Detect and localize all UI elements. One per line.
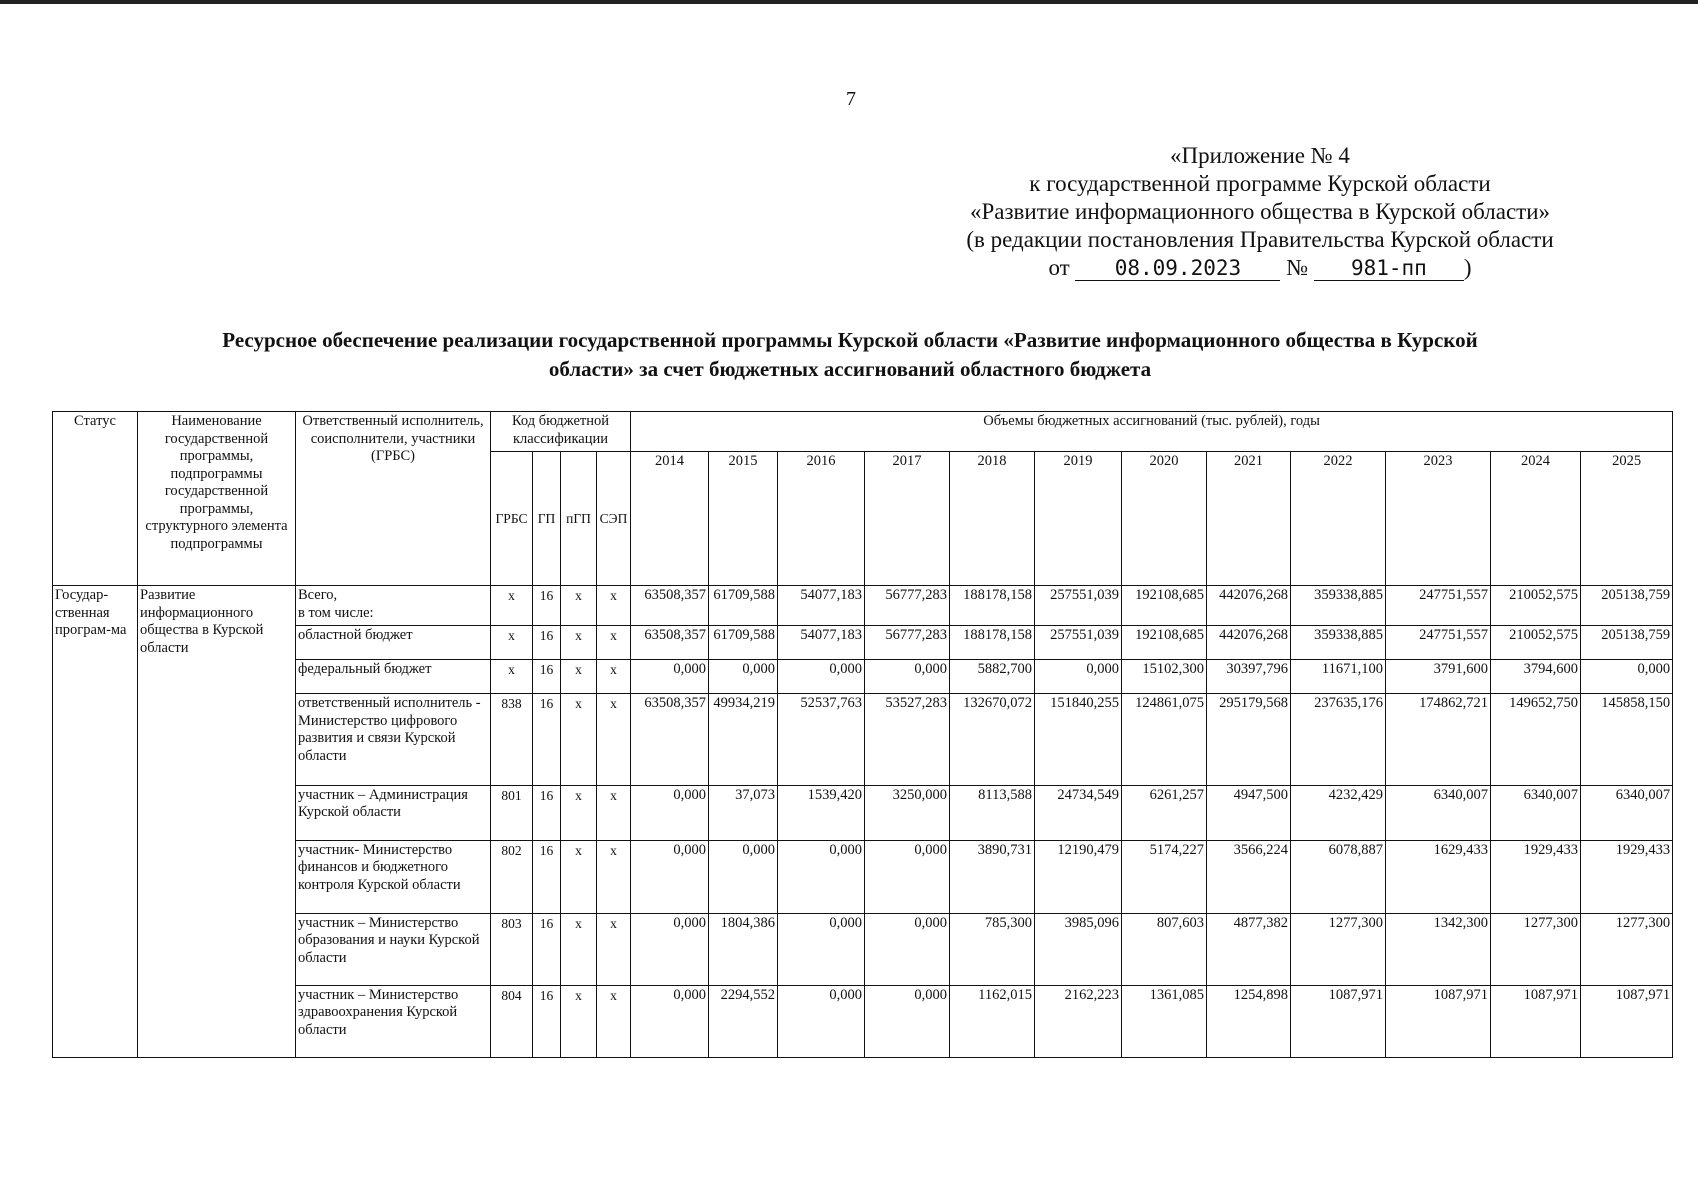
value-cell-2024: 149652,750 (1491, 694, 1581, 786)
responsible-cell: федеральный бюджет (296, 660, 491, 694)
value-cell-2019: 151840,255 (1035, 694, 1122, 786)
value-cell-2016: 54077,183 (778, 626, 865, 660)
value-cell-2019: 0,000 (1035, 660, 1122, 694)
code-grbs-cell: 802 (491, 840, 533, 913)
code-gp-cell: 16 (533, 913, 561, 985)
document-title (110, 326, 1590, 384)
value-cell-2019: 12190,479 (1035, 840, 1122, 913)
value-cell-2023: 3791,600 (1386, 660, 1491, 694)
value-cell-2024: 1929,433 (1491, 840, 1581, 913)
budget-table (52, 411, 1673, 1058)
value-cell-2020: 192108,685 (1122, 586, 1207, 626)
header-code-grbs: ГРБС (491, 452, 533, 586)
value-cell-2017: 0,000 (865, 840, 950, 913)
value-cell-2025: 1929,433 (1581, 840, 1673, 913)
table-row (53, 985, 1673, 1057)
value-cell-2020: 6261,257 (1122, 785, 1207, 840)
value-cell-2014: 0,000 (631, 840, 709, 913)
code-pgp-cell: x (561, 586, 597, 626)
document-title-line-1: Ресурсное обеспечение реализации государственной программы Курской области «Развитие информационного общества в Курской (222, 328, 1478, 352)
value-cell-2014: 0,000 (631, 660, 709, 694)
table-row (53, 785, 1673, 840)
value-cell-2020: 5174,227 (1122, 840, 1207, 913)
value-cell-2021: 4877,382 (1207, 913, 1291, 985)
value-cell-2018: 5882,700 (950, 660, 1035, 694)
value-cell-2017: 3250,000 (865, 785, 950, 840)
responsible-cell: участник – Администрация Курской области (296, 785, 491, 840)
value-cell-2014: 63508,357 (631, 586, 709, 626)
code-pgp-cell: x (561, 913, 597, 985)
header-year-2017: 2017 (865, 452, 950, 586)
code-grbs-cell: 801 (491, 785, 533, 840)
appendix-line-1: «Приложение № 4 (1170, 143, 1350, 168)
code-gp-cell: 16 (533, 840, 561, 913)
value-cell-2014: 0,000 (631, 785, 709, 840)
code-sep-cell: x (597, 660, 631, 694)
code-pgp-cell: x (561, 660, 597, 694)
header-code-group: Код бюджетной классификации (491, 412, 631, 452)
header-volumes-group: Объемы бюджетных ассигнований (тыс. рублей), годы (631, 412, 1673, 452)
value-cell-2025: 6340,007 (1581, 785, 1673, 840)
value-cell-2019: 257551,039 (1035, 586, 1122, 626)
value-cell-2022: 4232,429 (1291, 785, 1386, 840)
code-pgp-cell: x (561, 840, 597, 913)
value-cell-2015: 49934,219 (709, 694, 778, 786)
header-year-2015: 2015 (709, 452, 778, 586)
value-cell-2014: 63508,357 (631, 694, 709, 786)
value-cell-2021: 295179,568 (1207, 694, 1291, 786)
table-row (53, 586, 1673, 626)
value-cell-2016: 0,000 (778, 913, 865, 985)
table-row (53, 660, 1673, 694)
header-code-pgp: пГП (561, 452, 597, 586)
header-year-2024: 2024 (1491, 452, 1581, 586)
value-cell-2019: 3985,096 (1035, 913, 1122, 985)
closing-paren: ) (1463, 255, 1472, 280)
value-cell-2016: 54077,183 (778, 586, 865, 626)
value-cell-2024: 1277,300 (1491, 913, 1581, 985)
value-cell-2021: 442076,268 (1207, 626, 1291, 660)
value-cell-2014: 0,000 (631, 985, 709, 1057)
status-cell: Государ-ственная програм-ма (53, 586, 138, 1058)
value-cell-2017: 0,000 (865, 913, 950, 985)
code-grbs-cell: x (491, 660, 533, 694)
value-cell-2023: 1342,300 (1386, 913, 1491, 985)
header-year-2019: 2019 (1035, 452, 1122, 586)
code-sep-cell: x (597, 913, 631, 985)
value-cell-2024: 210052,575 (1491, 626, 1581, 660)
value-cell-2023: 247751,557 (1386, 626, 1491, 660)
page-number: 7 (846, 88, 856, 110)
header-program-name: Наименование государственной программы, подпрограммы государственной программы, структурного элемента подпрограммы (138, 412, 296, 586)
value-cell-2021: 3566,224 (1207, 840, 1291, 913)
header-code-sep: СЭП (597, 452, 631, 586)
value-cell-2015: 61709,588 (709, 586, 778, 626)
value-cell-2021: 442076,268 (1207, 586, 1291, 626)
value-cell-2023: 1087,971 (1386, 985, 1491, 1057)
responsible-cell: участник- Министерство финансов и бюджетного контроля Курской области (296, 840, 491, 913)
table-row (53, 913, 1673, 985)
value-cell-2022: 359338,885 (1291, 626, 1386, 660)
value-cell-2025: 145858,150 (1581, 694, 1673, 786)
value-cell-2023: 6340,007 (1386, 785, 1491, 840)
value-cell-2022: 237635,176 (1291, 694, 1386, 786)
value-cell-2020: 807,603 (1122, 913, 1207, 985)
header-year-2018: 2018 (950, 452, 1035, 586)
value-cell-2019: 24734,549 (1035, 785, 1122, 840)
code-grbs-cell: 804 (491, 985, 533, 1057)
value-cell-2018: 1162,015 (950, 985, 1035, 1057)
responsible-cell: участник – Министерство образования и науки Курской области (296, 913, 491, 985)
value-cell-2018: 132670,072 (950, 694, 1035, 786)
number-label: № (1286, 255, 1309, 280)
value-cell-2024: 210052,575 (1491, 586, 1581, 626)
header-year-2016: 2016 (778, 452, 865, 586)
value-cell-2020: 192108,685 (1122, 626, 1207, 660)
code-pgp-cell: x (561, 785, 597, 840)
code-sep-cell: x (597, 785, 631, 840)
value-cell-2020: 124861,075 (1122, 694, 1207, 786)
value-cell-2016: 0,000 (778, 660, 865, 694)
header-code-gp: ГП (533, 452, 561, 586)
header-responsible: Ответственный исполнитель, соисполнители, участники (ГРБС) (296, 412, 491, 586)
value-cell-2024: 6340,007 (1491, 785, 1581, 840)
appendix-line-4: (в редакции постановления Правительства Курской области (966, 227, 1554, 252)
value-cell-2017: 56777,283 (865, 626, 950, 660)
header-year-2022: 2022 (1291, 452, 1386, 586)
from-label: от (1048, 255, 1070, 280)
code-gp-cell: 16 (533, 586, 561, 626)
value-cell-2018: 785,300 (950, 913, 1035, 985)
code-gp-cell: 16 (533, 785, 561, 840)
value-cell-2015: 1804,386 (709, 913, 778, 985)
value-cell-2016: 52537,763 (778, 694, 865, 786)
code-sep-cell: x (597, 694, 631, 786)
appendix-line-3: «Развитие информационного общества в Курской области» (969, 199, 1551, 224)
header-row-1 (53, 412, 1673, 452)
value-cell-2016: 0,000 (778, 840, 865, 913)
responsible-cell: областной бюджет (296, 626, 491, 660)
value-cell-2023: 1629,433 (1386, 840, 1491, 913)
code-pgp-cell: x (561, 626, 597, 660)
value-cell-2017: 53527,283 (865, 694, 950, 786)
value-cell-2017: 0,000 (865, 660, 950, 694)
value-cell-2014: 0,000 (631, 913, 709, 985)
table-row (53, 694, 1673, 786)
code-sep-cell: x (597, 626, 631, 660)
responsible-cell: ответственный исполнитель - Министерство цифрового развития и связи Курской области (296, 694, 491, 786)
value-cell-2019: 2162,223 (1035, 985, 1122, 1057)
value-cell-2015: 0,000 (709, 660, 778, 694)
value-cell-2015: 0,000 (709, 840, 778, 913)
value-cell-2024: 1087,971 (1491, 985, 1581, 1057)
value-cell-2022: 1087,971 (1291, 985, 1386, 1057)
value-cell-2018: 188178,158 (950, 626, 1035, 660)
responsible-cell: Всего, в том числе: (296, 586, 491, 626)
code-sep-cell: x (597, 985, 631, 1057)
value-cell-2023: 247751,557 (1386, 586, 1491, 626)
value-cell-2015: 37,073 (709, 785, 778, 840)
code-gp-cell: 16 (533, 626, 561, 660)
code-gp-cell: 16 (533, 985, 561, 1057)
program-name-cell: Развитие информационного общества в Курской области (138, 586, 296, 1058)
value-cell-2021: 30397,796 (1207, 660, 1291, 694)
table-row (53, 840, 1673, 913)
value-cell-2022: 359338,885 (1291, 586, 1386, 626)
value-cell-2018: 8113,588 (950, 785, 1035, 840)
value-cell-2017: 56777,283 (865, 586, 950, 626)
value-cell-2020: 1361,085 (1122, 985, 1207, 1057)
code-sep-cell: x (597, 840, 631, 913)
table-row (53, 626, 1673, 660)
value-cell-2017: 0,000 (865, 985, 950, 1057)
value-cell-2015: 61709,588 (709, 626, 778, 660)
code-grbs-cell: x (491, 586, 533, 626)
value-cell-2025: 1277,300 (1581, 913, 1673, 985)
value-cell-2020: 15102,300 (1122, 660, 1207, 694)
header-status: Статус (53, 412, 138, 586)
value-cell-2021: 1254,898 (1207, 985, 1291, 1057)
header-year-2025: 2025 (1581, 452, 1673, 586)
value-cell-2024: 3794,600 (1491, 660, 1581, 694)
value-cell-2022: 1277,300 (1291, 913, 1386, 985)
value-cell-2022: 11671,100 (1291, 660, 1386, 694)
value-cell-2016: 0,000 (778, 985, 865, 1057)
code-sep-cell: x (597, 586, 631, 626)
code-gp-cell: 16 (533, 694, 561, 786)
code-pgp-cell: x (561, 985, 597, 1057)
resolution-date: 08.09.2023 (1075, 256, 1280, 281)
value-cell-2025: 205138,759 (1581, 626, 1673, 660)
header-year-2023: 2023 (1386, 452, 1491, 586)
value-cell-2021: 4947,500 (1207, 785, 1291, 840)
code-grbs-cell: 838 (491, 694, 533, 786)
header-year-2020: 2020 (1122, 452, 1207, 586)
value-cell-2025: 0,000 (1581, 660, 1673, 694)
appendix-header (900, 142, 1620, 282)
value-cell-2022: 6078,887 (1291, 840, 1386, 913)
page-top-border (0, 0, 1698, 4)
value-cell-2015: 2294,552 (709, 985, 778, 1057)
value-cell-2025: 1087,971 (1581, 985, 1673, 1057)
header-year-2014: 2014 (631, 452, 709, 586)
appendix-line-5 (900, 254, 1620, 282)
appendix-line-2: к государственной программе Курской области (1029, 171, 1491, 196)
value-cell-2019: 257551,039 (1035, 626, 1122, 660)
document-title-line-2: области» за счет бюджетных ассигнований областного бюджета (548, 357, 1152, 381)
code-pgp-cell: x (561, 694, 597, 786)
code-grbs-cell: x (491, 626, 533, 660)
resolution-number: 981-пп (1314, 256, 1464, 281)
value-cell-2025: 205138,759 (1581, 586, 1673, 626)
code-grbs-cell: 803 (491, 913, 533, 985)
value-cell-2016: 1539,420 (778, 785, 865, 840)
value-cell-2018: 188178,158 (950, 586, 1035, 626)
responsible-cell: участник – Министерство здравоохранения Курской области (296, 985, 491, 1057)
value-cell-2018: 3890,731 (950, 840, 1035, 913)
value-cell-2023: 174862,721 (1386, 694, 1491, 786)
value-cell-2014: 63508,357 (631, 626, 709, 660)
code-gp-cell: 16 (533, 660, 561, 694)
header-year-2021: 2021 (1207, 452, 1291, 586)
